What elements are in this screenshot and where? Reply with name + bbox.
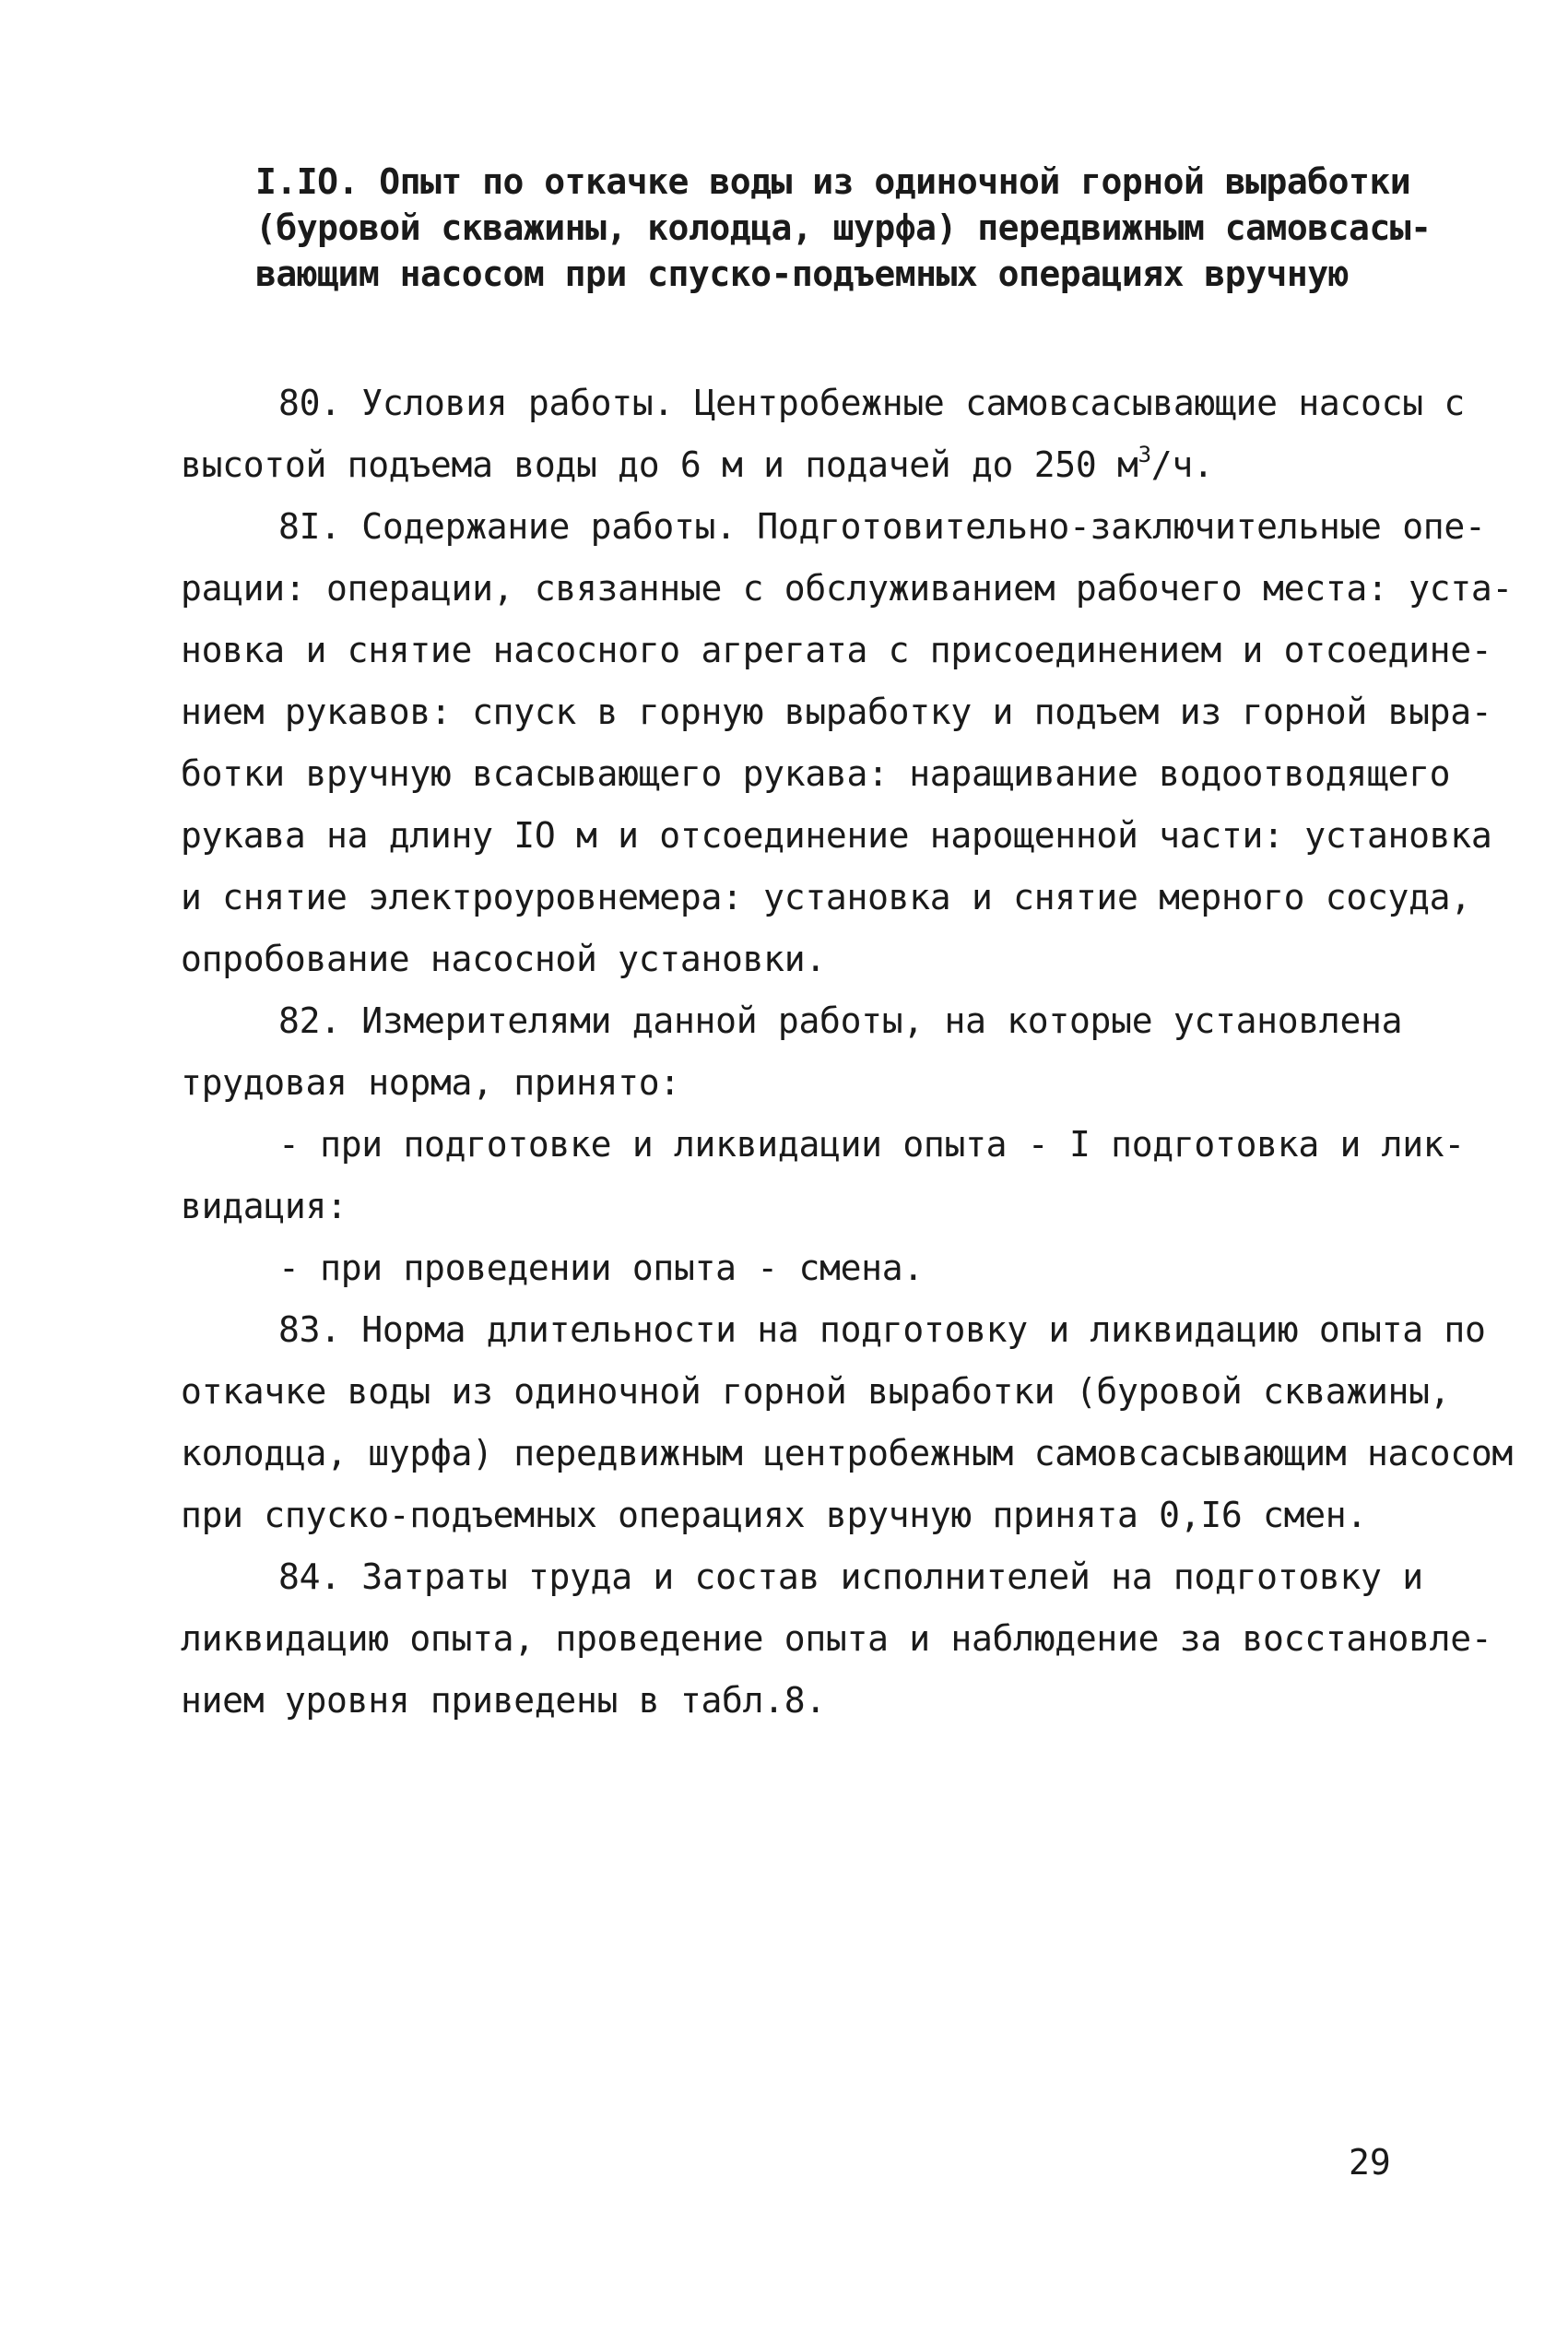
list-item-line: - при проведении опыта - смена.: [278, 1248, 924, 1288]
paragraph-line: 82. Измерителями данной работы, на которые установлена: [278, 1000, 1403, 1041]
paragraph-line: колодца, шурфа) передвижным центробежным самовсасывающим насосом: [181, 1433, 1513, 1473]
paragraph-83: [181, 1299, 1513, 1546]
text-fragment: /ч.: [1150, 444, 1214, 485]
paragraph-line: откачке воды из одиночной горной выработки (буровой скважины,: [181, 1371, 1451, 1412]
list-item: [181, 1237, 1416, 1299]
paragraph-line: рации: операции, связанные с обслуживанием рабочего места: уста-: [181, 568, 1513, 609]
paragraph-line: [181, 434, 1416, 496]
paragraph-line: 80. Условия работы. Центробежные самовсасывающие насосы с: [278, 383, 1465, 423]
paragraph-line: нием уровня приведены в табл.8.: [181, 1680, 826, 1721]
heading-line: I.IO. Опыт по откачке воды из одиночной горной выработки: [255, 161, 1411, 202]
paragraph-line: и снятие электроуровнемера: установка и снятие мерного сосуда,: [181, 877, 1471, 917]
heading-line: вающим насосом при спуско-подъемных операциях вручную: [255, 254, 1350, 294]
list-item-line: видация:: [181, 1186, 348, 1226]
paragraph-line: при спуско-подъемных операциях вручную принята 0,I6 смен.: [181, 1495, 1367, 1535]
list-item: [181, 1114, 1465, 1237]
paragraph-line: рукава на длину IO м и отсоединение нарощенной части: установка: [181, 815, 1492, 856]
page-number: 29: [1349, 2142, 1391, 2183]
paragraph-line: ботки вручную всасывающего рукава: наращивание водоотводящего: [181, 753, 1451, 794]
text-fragment: высотой подъема воды до 6 м и подачей до 250 м: [181, 444, 1138, 485]
paragraph-80: [181, 373, 1465, 496]
paragraph-line: 8I. Содержание работы. Подготовительно-заключительные опе-: [278, 506, 1486, 547]
body-text: [181, 373, 1513, 1732]
section-heading: [255, 159, 1432, 297]
paragraph-line: опробование насосной установки.: [181, 939, 826, 979]
paragraph-line: ликвидацию опыта, проведение опыта и наблюдение за восстановле-: [181, 1618, 1492, 1659]
paragraph-82: [181, 990, 1416, 1114]
paragraph-line: 84. Затраты труда и состав исполнителей на подготовку и: [278, 1556, 1423, 1597]
paragraph-line: 83. Норма длительности на подготовку и ликвидацию опыта по: [278, 1309, 1486, 1350]
paragraph-84: [181, 1546, 1492, 1732]
paragraph-81: [181, 496, 1513, 990]
paragraph-line: новка и снятие насосного агрегата с присоединением и отсоедине-: [181, 630, 1492, 670]
heading-line: (буровой скважины, колодца, шурфа) передвижным самовсасы-: [255, 207, 1432, 248]
list-item-line: - при подготовке и ликвидации опыта - I подготовка и лик-: [278, 1124, 1465, 1165]
paragraph-line: трудовая норма, принято:: [181, 1062, 680, 1103]
superscript: 3: [1138, 442, 1151, 467]
paragraph-line: нием рукавов: спуск в горную выработку и подъем из горной выра-: [181, 692, 1492, 732]
